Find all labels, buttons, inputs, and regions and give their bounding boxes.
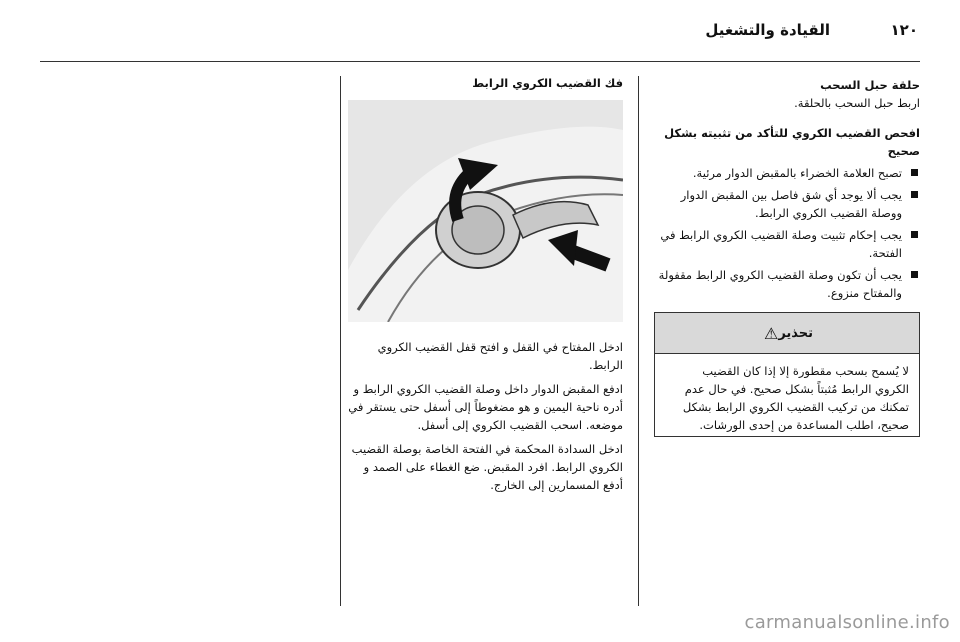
page-number: ١٢٠ [890, 21, 918, 39]
towing-eye-heading: حلقة حبل السحب [820, 78, 920, 92]
list-item: تصبح العلامة الخضراء بالمقبض الدوار مرئية. [654, 164, 920, 182]
column-divider-left [340, 76, 341, 606]
middle-heading: فك القضيب الكروي الرابط [472, 76, 623, 90]
watermark: carmanualsonline.info [744, 612, 950, 633]
towing-eye-text: اربط حبل السحب بالحلقة. [794, 96, 920, 110]
middle-paragraph: ادفع المقبض الدوار داخل وصلة القضيب الكروي الرابط و أدره ناحية اليمين و هو مضغوطاً إلى أسفل حتى يستقر في موضعه. اسحب القضيب الكروي إلى أسفل. [348, 382, 623, 432]
page-header [0, 0, 960, 62]
warning-box [654, 312, 920, 437]
warning-triangle-icon: ⚠ [763, 323, 779, 343]
middle-paragraph: ادخل المفتاح في القفل و افتح قفل القضيب الكروي الرابط. [377, 340, 623, 372]
check-heading: افحص القضيب الكروي للتأكد من تثبيته بشكل صحيح [664, 126, 920, 158]
list-item: يجب إحكام تثبيت وصلة القضيب الكروي الرابط في الفتحة. [654, 226, 920, 262]
middle-text [345, 338, 623, 500]
column-divider-right [638, 76, 639, 606]
list-item: يجب ألا يوجد أي شق فاصل بين المقبض الدوار ووصلة القضيب الكروي الرابط. [654, 186, 920, 222]
right-column [654, 76, 920, 306]
list-item: يجب أن تكون وصلة القضيب الكروي الرابط مقفولة والمفتاح منزوع. [654, 266, 920, 302]
tow-bar-illustration [348, 100, 623, 322]
warning-header [655, 313, 919, 354]
page-title: القيادة والتشغيل [705, 21, 830, 39]
tow-bar-drawing [348, 100, 623, 322]
warning-text: لا يُسمح بسحب مقطورة إلا إذا كان القضيب الكروي الرابط مُثبتاً بشكل صحيح. في حال عدم تمكنك من تركيب القضيب الكروي الرابط بشكل صحيح، اطلب المساعدة من إحدى الورشات. [682, 364, 909, 432]
middle-paragraph: ادخل السدادة المحكمة في الفتحة الخاصة بوصلة القضيب الكروي الرابط. افرد المقبض. ضع الغطاء على الصمد و أدفع المسمارين إلى الخارج. [351, 442, 623, 492]
check-list [654, 164, 920, 302]
warning-title: تحذير [778, 325, 814, 341]
header-rule [40, 61, 920, 62]
